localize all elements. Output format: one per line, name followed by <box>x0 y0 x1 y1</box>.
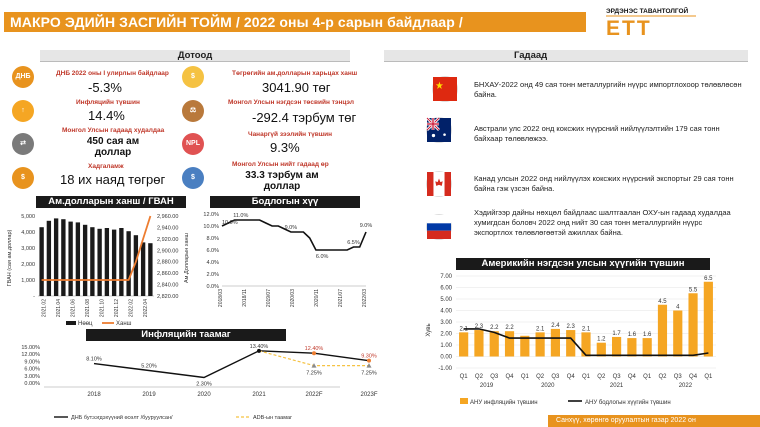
policy-data-label: 6.0% <box>315 254 329 260</box>
policy-data-label: 10.0% <box>222 220 238 226</box>
gdp-value: -5.3% <box>88 80 122 95</box>
trade-value: 450 сая ам доллар <box>86 136 140 158</box>
russia-news-text: Хэдийгээр дайны нөхцөл байдлаас шалтгаалан ОХУ-ын гадаад худалдаа хумигдсан боловч 2022 онд нийт 30 сая тонн металлургийн нүүрс экспортлох төлөвлөгөөтэй ажиллах байна. <box>474 208 731 237</box>
fx-x-tick: 2021.12 <box>113 299 120 318</box>
us-inflation-bar <box>597 343 606 357</box>
us-bar-label: 4 <box>676 304 680 311</box>
us-bar-label: 2.1 <box>581 326 591 333</box>
us-quarter-tick: Q4 <box>505 374 514 380</box>
us-y-tick: 0.00 <box>440 354 452 361</box>
policy-data-label: 9.0% <box>284 225 298 231</box>
us-bar-label: 1.6 <box>627 332 637 339</box>
gdp-label: ДНБ 2022 оны I улирлын байдлаар <box>56 70 169 77</box>
fx-y2-tick: 2,860.00 <box>157 271 179 278</box>
us-bar-label: 1.7 <box>612 330 621 337</box>
trade-label: Монгол Улсын гадаад худалдаа <box>62 127 165 134</box>
us-ylabel: Хувь <box>426 323 432 337</box>
us-inflation-bar <box>612 337 621 357</box>
us-quarter-tick: Q4 <box>627 374 636 380</box>
fx-x-tick: 2021.06 <box>70 299 77 318</box>
us-y-tick: 4.00 <box>440 308 452 315</box>
us-year-tick: 2019 <box>479 383 494 389</box>
us-quarter-tick: Q1 <box>520 374 529 380</box>
us-inflation-bar <box>673 311 682 357</box>
foreign-section-title: Гадаад <box>384 50 748 62</box>
inflation-actual-label: 2.30% <box>196 381 212 388</box>
us-quarter-tick: Q1 <box>643 374 652 380</box>
us-inflation-bar <box>688 293 697 356</box>
fx-legend-swatch-reserve <box>66 321 76 325</box>
fx-legend-reserve: Нөөц <box>78 321 93 327</box>
domestic-section-title: Дотоод <box>40 50 350 62</box>
fx-x-tick: 2022.02 <box>128 299 135 318</box>
us-inflation-bar <box>459 332 468 356</box>
fx-reserve-bar <box>105 228 109 296</box>
inflation-y-tick: 6.00% <box>24 366 40 373</box>
us-inflation-bar <box>566 330 575 356</box>
fx-reserve-bar <box>90 227 94 296</box>
fx-reserve-bar <box>76 222 80 296</box>
us-quarter-tick: Q2 <box>536 374 545 380</box>
policy-y-tick: 10.0% <box>203 224 219 230</box>
us-quarter-tick: Q1 <box>704 374 713 380</box>
us-inflation-bar <box>505 331 514 356</box>
external-debt-value: 33.3 тэрбум ам доллар <box>245 170 319 192</box>
budget-balance-value: -292.4 тэрбум төг <box>252 110 357 125</box>
us-legend-swatch-inflation <box>460 398 468 404</box>
fx-reserve-bar <box>112 230 116 296</box>
fx-y2label: Ам.Долларын ханш <box>184 233 190 283</box>
fx-reserve-bar <box>148 243 152 296</box>
inflation-actual-label: 9.30% <box>361 353 377 360</box>
budget-balance-icon: ⚖ <box>182 100 204 122</box>
policy-y-tick: 4.0% <box>206 260 219 266</box>
inflation-actual-line <box>94 351 369 378</box>
policy-y-tick: 12.0% <box>203 212 219 218</box>
fx-y2-tick: 2,840.00 <box>157 282 179 289</box>
us-bar-label: 2.3 <box>474 324 484 331</box>
us-y-tick: 6.00 <box>440 285 452 292</box>
inflation-adb-label: 7.25% <box>361 370 377 377</box>
us-inflation-bar <box>520 336 529 357</box>
us-y-tick: 2.00 <box>440 331 452 338</box>
russia-flag-icon <box>426 214 452 240</box>
npl-value: 9.3% <box>270 140 300 155</box>
company-logo <box>606 4 700 40</box>
us-quarter-tick: Q3 <box>551 374 560 380</box>
fx-y-tick: - <box>33 294 35 300</box>
fx-reserve-bar <box>97 229 101 296</box>
us-y-tick: 1.00 <box>440 343 452 349</box>
policy-x-tick: 2018/03 <box>218 289 224 308</box>
australia-flag-icon <box>426 117 452 143</box>
policy-rate-chart <box>192 208 372 320</box>
inflation-x-tick: 2022F <box>305 392 323 398</box>
fx-y2-tick: 2,880.00 <box>157 259 179 266</box>
canada-flag-icon <box>426 171 452 197</box>
us-bar-label: 2.2 <box>505 325 514 332</box>
us-quarter-tick: Q4 <box>689 374 698 380</box>
fx-reserve-bar <box>61 219 65 296</box>
inflation-legend-actual: ДНБ бутээгдэхүүний өсөлт /бууруулсан/ <box>71 415 173 421</box>
us-bar-label: 5.5 <box>688 287 698 294</box>
exchange-rate-icon: $ <box>182 66 204 88</box>
inflation-y-tick: 12.00% <box>21 352 40 359</box>
npl-icon: NPL <box>182 133 204 155</box>
policy-rate-title: Бодлогын хүү <box>210 196 360 208</box>
inflation-x-tick: 2018 <box>87 392 101 398</box>
savings-icon: $ <box>12 167 34 189</box>
us-bar-label: 2.3 <box>566 324 575 331</box>
us-inflation-bar <box>627 338 636 356</box>
us-bar-label: 2.1 <box>459 326 468 333</box>
inflation-forecast-chart <box>4 341 378 425</box>
canada-news-text: Канад улсын 2022 онд нийлүүлэх коксжих нүүрсний экспортыг 29 сая тонн байна гэж үзсэн байна. <box>474 174 734 193</box>
fx-x-tick: 2021.04 <box>55 299 62 318</box>
inflation-y-tick: 0.00% <box>24 381 40 387</box>
fx-x-tick: 2021.08 <box>84 299 91 318</box>
us-quarter-tick: Q3 <box>612 374 621 380</box>
fx-legend-rate: Ханш <box>116 321 132 327</box>
us-inflation-bar <box>658 305 667 357</box>
us-bar-label: 1.2 <box>597 336 606 343</box>
logo-mark: ETT <box>606 17 652 40</box>
policy-y-tick: 8.0% <box>206 236 219 242</box>
policy-x-tick: 2020/03 <box>290 289 296 308</box>
us-rates-chart <box>420 270 756 412</box>
us-quarter-tick: Q2 <box>658 374 667 380</box>
inflation-x-tick: 2021 <box>252 392 266 398</box>
fx-ylabel: ГВАН (сая ам.доллар) <box>7 229 13 287</box>
china-flag-icon <box>432 76 458 102</box>
fx-reserve-bar <box>119 228 123 296</box>
us-rates-title: Америкийн нэгдсэн улсын хүүгийн түвшин <box>456 258 710 270</box>
inflation-legend-adb: ADB-ын таамаг <box>253 415 293 421</box>
inflation-x-tick: 2019 <box>142 392 156 398</box>
policy-y-tick: 6.0% <box>206 248 219 254</box>
inflation-y-tick: 3.00% <box>24 373 40 380</box>
fx-reserves-chart <box>4 208 194 328</box>
external-debt-icon: $ <box>182 167 204 189</box>
fx-reserve-bar <box>47 221 51 296</box>
fx-reserve-bar <box>54 218 58 296</box>
us-bar-label: 4.5 <box>658 298 667 305</box>
external-debt-label: Монгол Улсын нийт гадаад өр <box>232 161 329 168</box>
exchange-rate-label: Төгрөгийн ам.долларын харьцах ханш <box>232 70 358 77</box>
us-year-tick: 2021 <box>609 383 624 389</box>
us-inflation-bar <box>643 338 652 356</box>
savings-value: 18 их наяд төгрөг <box>60 172 166 187</box>
fx-chart-title: Ам.долларын ханш / ГВАН <box>36 196 186 208</box>
policy-x-tick: 2020/11 <box>314 289 320 307</box>
policy-x-tick: 2021/07 <box>338 289 344 308</box>
fx-reserve-bar <box>83 225 87 296</box>
policy-data-label: 9.0% <box>359 223 373 229</box>
us-y-tick: 7.00 <box>440 274 452 280</box>
fx-reserve-bar <box>141 242 145 296</box>
us-quarter-tick: Q3 <box>673 374 682 380</box>
footer-note: Санхүү, хөрөнгө оруулалтын газар 2022 он <box>548 415 760 427</box>
fx-x-tick: 2021.10 <box>99 299 106 318</box>
npl-label: Чанаргүй зээлийн түвшин <box>248 131 333 138</box>
inflation-x-tick: 2023F <box>360 392 378 398</box>
us-quarter-tick: Q4 <box>566 374 575 380</box>
fx-reserve-bar <box>68 222 72 296</box>
fx-y-tick: 2,000 <box>21 262 35 268</box>
fx-y2-tick: 2,940.00 <box>157 225 179 232</box>
policy-y-tick: 0.0% <box>206 284 219 290</box>
us-quarter-tick: Q1 <box>581 374 591 380</box>
fx-x-tick: 2022.04 <box>142 299 149 318</box>
policy-data-label: 6.5% <box>347 240 360 246</box>
us-y-tick: 3.00 <box>440 320 452 326</box>
inflation-y-tick: 9.00% <box>24 359 40 366</box>
us-inflation-bar <box>474 330 483 356</box>
policy-y-tick: 2.0% <box>206 272 219 278</box>
us-inflation-bar <box>704 282 713 357</box>
us-quarter-tick: Q1 <box>459 374 468 380</box>
fx-x-tick: 2021.02 <box>41 299 48 318</box>
logo-line: ЭРДЭНЭС ТАВАНТОЛГОЙ <box>606 8 689 15</box>
fx-y-tick: 1,000 <box>21 278 35 284</box>
inflation-value: 14.4% <box>88 108 125 123</box>
us-inflation-bar <box>536 332 545 356</box>
us-inflation-bar <box>490 331 499 356</box>
inflation-x-tick: 2020 <box>197 392 211 398</box>
policy-x-tick: 2022/03 <box>362 289 368 308</box>
savings-label: Хадгаламж <box>88 163 124 170</box>
policy-data-label: 11.0% <box>233 213 249 219</box>
china-news-text: БНХАУ-2022 онд 49 сая тонн металлургийн нүүрс импортлохоор төлөвлөсөн байна. <box>474 80 742 99</box>
us-legend-inflation: АНУ инфляцийн түвшин <box>470 400 538 406</box>
inflation-y-tick: 15.00% <box>21 345 40 351</box>
budget-balance-label: Монгол Улсын нэгдсэн төсвийн тэнцэл <box>228 99 354 106</box>
us-bar-label: 6.5 <box>704 275 713 282</box>
inflation-forecast-title: Инфляцийн таамаг <box>86 329 286 341</box>
us-quarter-tick: Q2 <box>474 374 483 380</box>
fx-y-tick: 3,000 <box>21 246 35 252</box>
trade-icon: ⇄ <box>12 133 34 155</box>
inflation-icon: ↑ <box>12 100 34 122</box>
policy-x-tick: 2019/07 <box>266 289 272 308</box>
us-y-tick: -1.00 <box>438 366 452 372</box>
us-bar-label: 2.4 <box>551 322 560 329</box>
fx-y2-tick: 2,960.00 <box>157 214 179 220</box>
us-year-tick: 2022 <box>678 383 693 389</box>
us-legend-policy: АНУ бодлогын хүүгийн түвшин <box>585 400 671 406</box>
fx-reserve-bar <box>126 231 130 296</box>
inflation-actual-label: 12.40% <box>304 346 324 353</box>
us-y-tick: 5.00 <box>440 297 452 303</box>
fx-y2-tick: 2,900.00 <box>157 248 179 255</box>
fx-y-tick: 4,000 <box>21 230 35 236</box>
inflation-actual-label: 5.20% <box>141 363 157 370</box>
us-bar-label: 2.2 <box>490 325 499 332</box>
exchange-rate-value: 3041.90 төг <box>262 80 331 95</box>
gdp-icon: ДНБ <box>12 66 34 88</box>
fx-y2-tick: 2,820.00 <box>157 294 179 300</box>
us-bar-label: 2.1 <box>535 326 545 333</box>
us-year-tick: 2020 <box>541 383 555 389</box>
fx-y-tick: 5,000 <box>21 214 35 220</box>
us-inflation-bar <box>551 329 560 357</box>
inflation-adb-label: 7.25% <box>306 370 322 377</box>
inflation-actual-label: 8.10% <box>86 356 102 363</box>
inflation-actual-label: 13.40% <box>249 343 269 350</box>
fx-reserve-bar <box>39 227 43 296</box>
page-title: МАКРО ЭДИЙН ЗАСГИЙН ТОЙМ / 2022 оны 4-р сарын байдлаар / <box>10 14 463 30</box>
australia-news-text: Австрали улс 2022 онд коксжих нүүрсний нийлүүлэлтийн 179 сая тонн байхаар төлөвлөжээ. <box>474 124 720 143</box>
fx-y2-tick: 2,920.00 <box>157 236 179 243</box>
policy-x-tick: 2018/11 <box>242 289 248 307</box>
inflation-label: Инфляцийн түвшин <box>76 99 140 106</box>
us-quarter-tick: Q3 <box>490 374 499 380</box>
us-quarter-tick: Q2 <box>597 374 606 380</box>
us-bar-label: 1.6 <box>643 332 652 339</box>
